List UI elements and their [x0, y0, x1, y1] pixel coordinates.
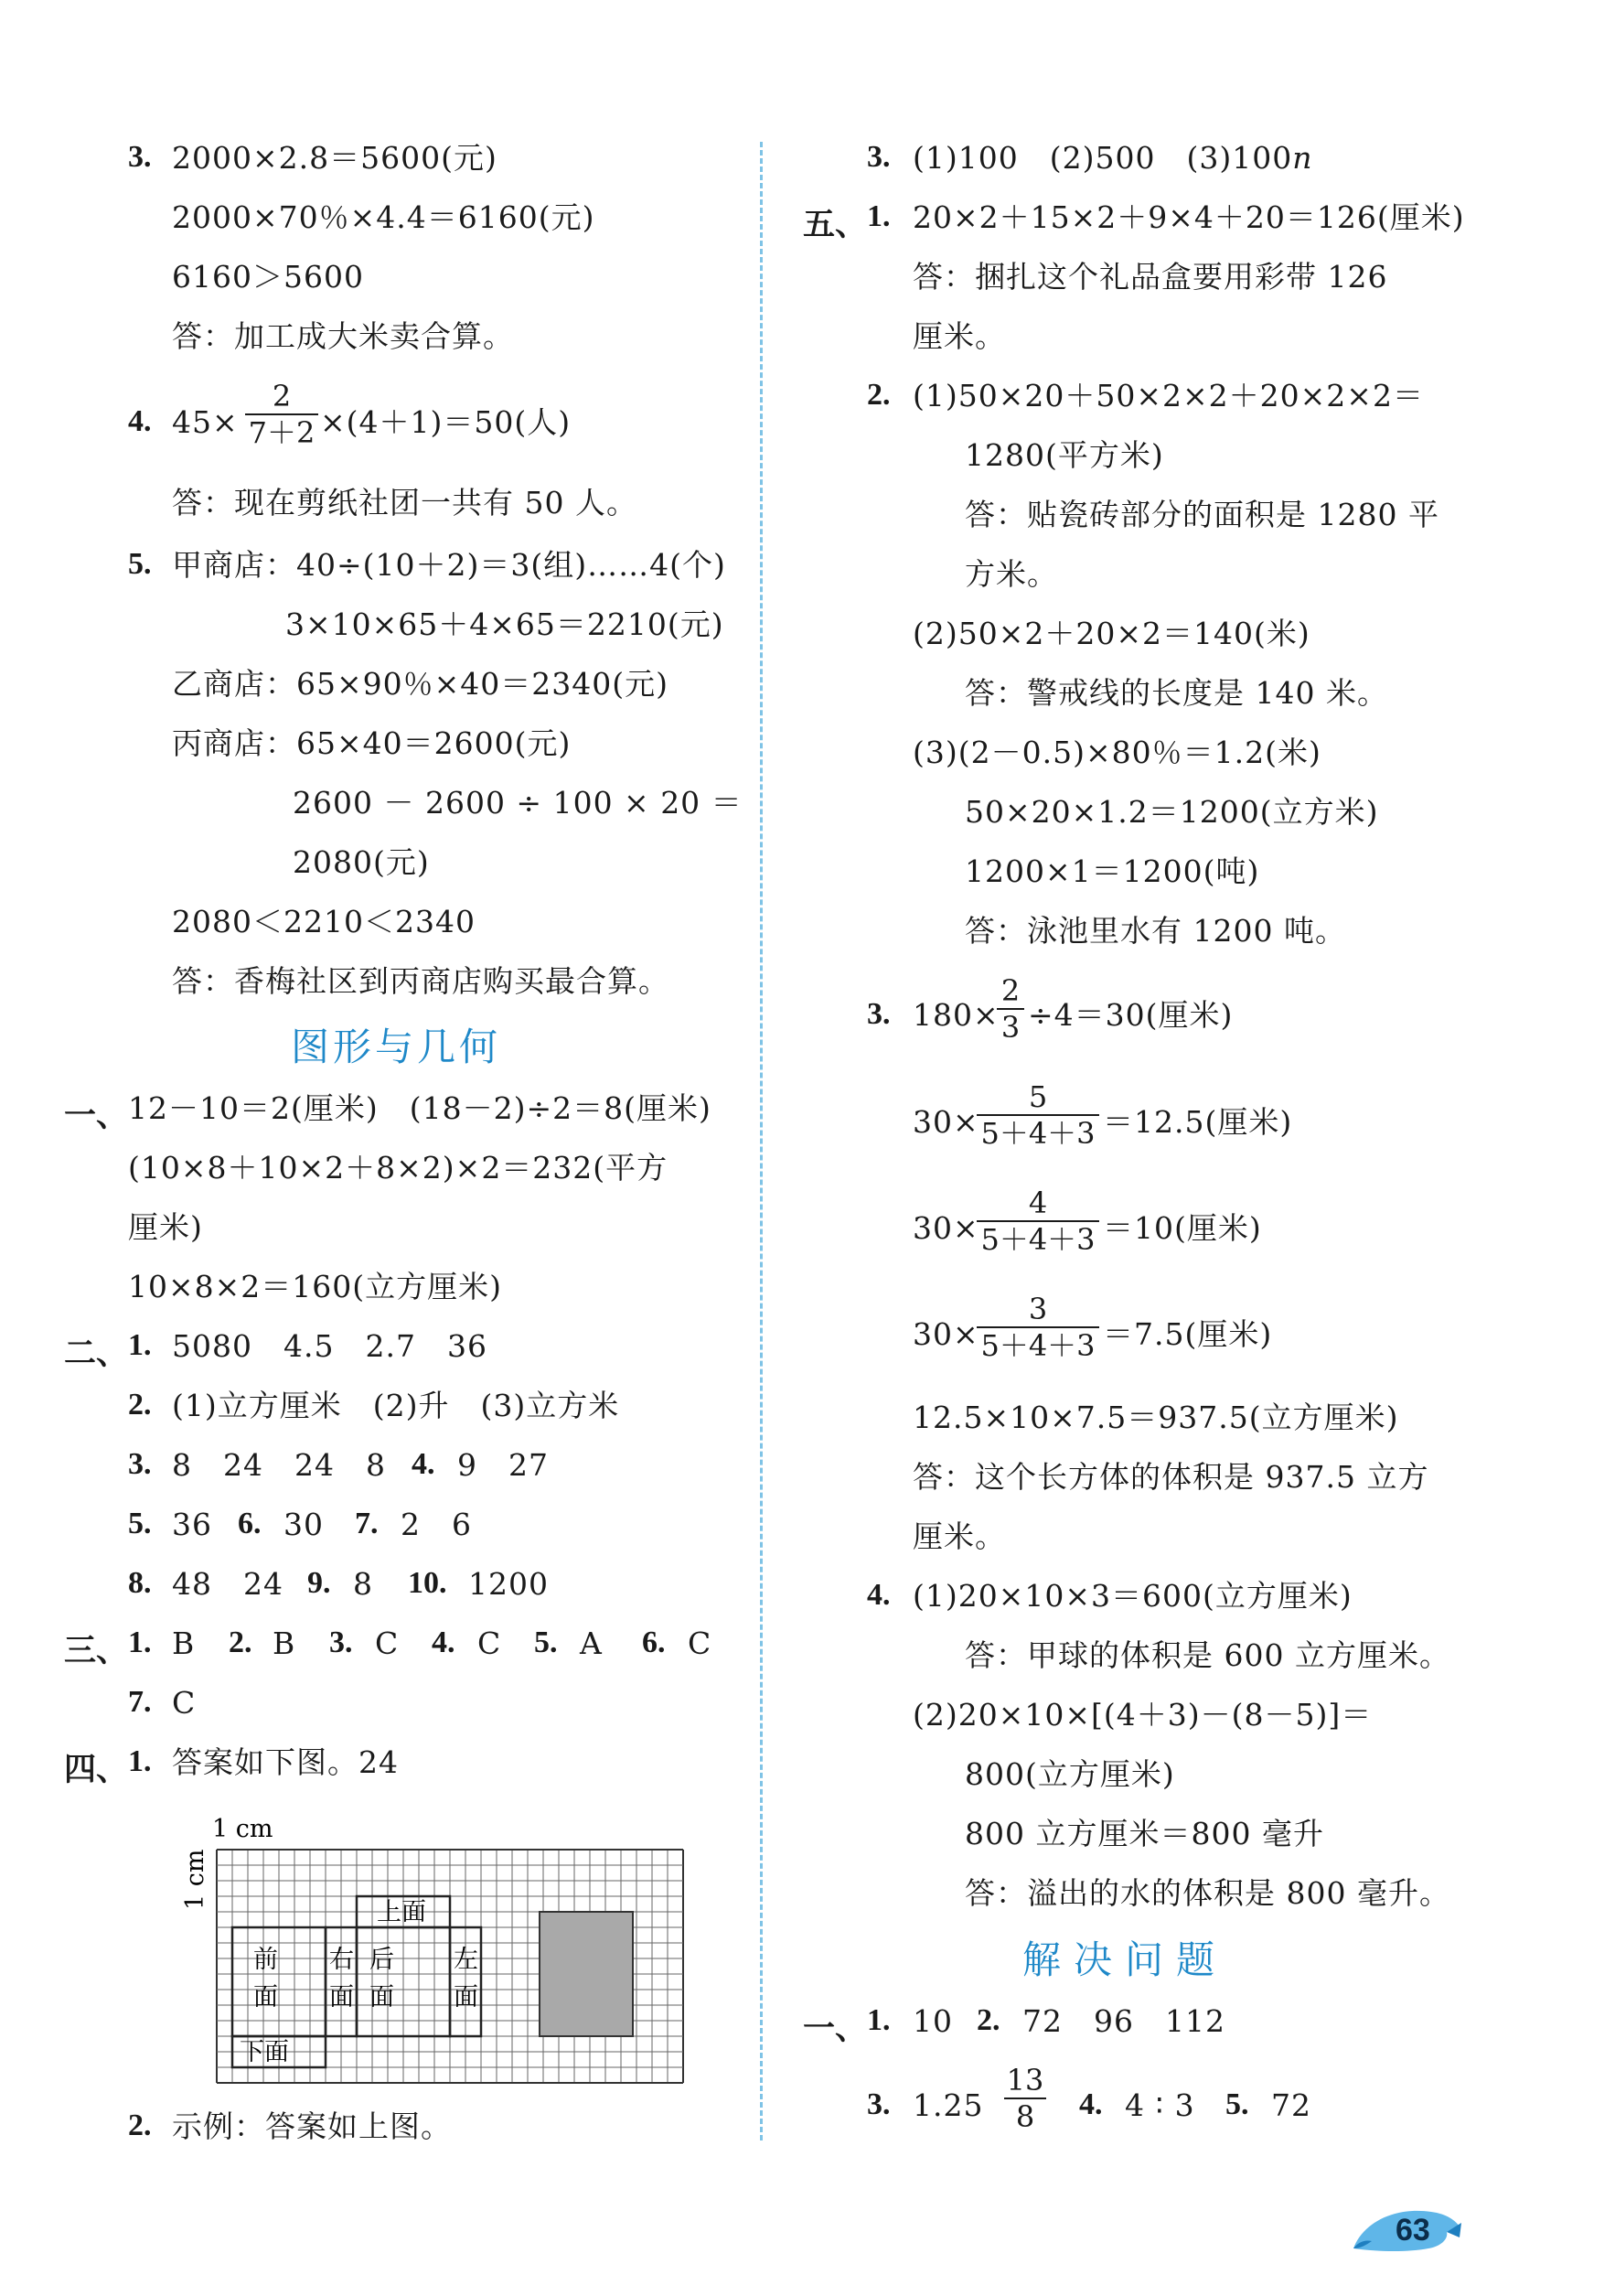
section-title: 图形与几何	[291, 1025, 502, 1069]
variable-n: n	[1292, 140, 1313, 176]
equation-line: 3×10×65＋4×65＝2210(元)	[285, 606, 724, 642]
item-number: 6.	[642, 1625, 666, 1659]
face-label-back-1: 后	[369, 1946, 394, 1974]
face-label-left-2: 面	[454, 1983, 478, 2012]
item-answer: (1)立方厘米 (2)升 (3)立方米	[172, 1388, 620, 1423]
fraction	[977, 1186, 1099, 1257]
item-number: 7.	[355, 1507, 379, 1540]
item-answer: C	[688, 1625, 712, 1661]
equation-line: 800(立方厘米)	[965, 1756, 1175, 1792]
question-number: 4.	[867, 1578, 891, 1612]
equation-pre: 45×	[172, 404, 239, 440]
equation-line: 20×2＋15×2＋9×4＋20＝126(厘米)	[913, 199, 1465, 235]
item-number: 4.	[1079, 2087, 1103, 2121]
page-number-badge	[1344, 2195, 1463, 2259]
fraction-numerator: 2	[1000, 973, 1021, 1008]
cuboid-net-figure	[181, 1815, 688, 2124]
grid-diagram	[181, 1815, 688, 2120]
fraction	[977, 1292, 1099, 1363]
item-number: 3.	[867, 2087, 891, 2121]
equation-line: (2)20×10×[(4＋3)－(8－5)]＝	[913, 1697, 1373, 1733]
item-number: 4.	[432, 1625, 455, 1659]
equation-pre: 30×	[913, 1316, 979, 1352]
equation-line: 甲商店：40÷(10＋2)＝3(组)……4(个)	[172, 547, 726, 583]
item-answer: 36	[172, 1507, 212, 1542]
section-label: 三、	[64, 1632, 129, 1669]
question-number: 5.	[128, 547, 152, 581]
equation-post: ÷4＝30(厘米)	[1028, 997, 1234, 1033]
item-answer: 1.25	[913, 2087, 984, 2123]
item-answer: B	[273, 1625, 296, 1661]
equation-line: (3)(2－0.5)×80％＝1.2(米)	[913, 735, 1321, 770]
fraction-numerator: 13	[1006, 2063, 1044, 2098]
fraction-denominator: 8	[1015, 2099, 1035, 2134]
item-answer: (1)100 (2)500 (3)100n	[913, 140, 1313, 176]
item-answer: 示例：答案如上图。	[172, 2108, 452, 2144]
item-answer: 8 24 24 8	[172, 1447, 386, 1483]
item-number: 6.	[238, 1507, 262, 1540]
equation-line: 50×20×1.2＝1200(立方米)	[965, 794, 1379, 830]
item-number: 2.	[977, 2003, 1000, 2037]
fish-badge-icon	[1344, 2195, 1463, 2259]
answer-line: 答：警戒线的长度是 140 米。	[965, 675, 1388, 711]
answer-line: 答：这个长方体的体积是 937.5 立方	[913, 1459, 1429, 1495]
equation-post: ＝12.5(厘米)	[1103, 1104, 1293, 1140]
item-number: 1.	[128, 1744, 152, 1778]
question-number: 3.	[867, 140, 891, 174]
item-number: 1.	[128, 1328, 152, 1362]
item-answer: A	[580, 1625, 603, 1661]
equation-line: 厘米)	[128, 1209, 203, 1245]
answer-line: 答：捆扎这个礼品盒要用彩带 126	[913, 259, 1388, 295]
question-number: 3.	[128, 140, 152, 174]
section-title: 解决问题	[1022, 1937, 1228, 1982]
item-number: 2.	[128, 1388, 152, 1422]
equation-line: 12－10＝2(厘米) (18－2)÷2＝8(厘米)	[128, 1090, 711, 1126]
question-number: 3.	[867, 997, 891, 1031]
fraction-denominator: 5＋4＋3	[980, 1222, 1096, 1257]
fraction-numerator: 3	[1028, 1292, 1048, 1326]
section-label: 四、	[64, 1751, 129, 1788]
unit-label-side: 1 cm	[181, 1849, 209, 1910]
equation-line: 1280(平方米)	[965, 437, 1164, 473]
answer-line: 方米。	[965, 556, 1058, 592]
question-number: 4.	[128, 404, 152, 438]
item-answer: 72	[1271, 2087, 1311, 2123]
equation-post: ＝10(厘米)	[1103, 1210, 1262, 1246]
item-number: 5.	[534, 1625, 558, 1659]
face-label-right-1: 右	[329, 1946, 354, 1974]
section-label: 五、	[803, 206, 868, 243]
item-number: 1.	[867, 2003, 891, 2037]
face-label-front-1: 前	[253, 1946, 278, 1974]
equation-line: 6160＞5600	[172, 259, 364, 295]
fraction	[997, 973, 1024, 1045]
item-number: 8.	[128, 1566, 152, 1600]
item-number: 3.	[329, 1625, 353, 1659]
item-answer: 答案如下图。24	[172, 1744, 399, 1780]
answer-line: 答：甲球的体积是 600 立方厘米。	[965, 1637, 1450, 1673]
section-label: 二、	[64, 1335, 129, 1372]
item-number: 7.	[128, 1685, 152, 1719]
fraction-denominator: 5＋4＋3	[980, 1116, 1096, 1151]
equation-line: 2000×2.8＝5600(元)	[172, 140, 497, 176]
item-answer: 1200	[468, 1566, 549, 1602]
equation-pre: 30×	[913, 1210, 979, 1246]
shaded-rectangle	[540, 1912, 633, 2036]
equation-post: ×(4＋1)＝50(人)	[320, 404, 572, 440]
fraction	[245, 379, 318, 450]
fraction-numerator: 4	[1028, 1186, 1048, 1220]
item-number: 9.	[307, 1566, 331, 1600]
equation-line: 2000×70％×4.4＝6160(元)	[172, 199, 595, 235]
item-answer: B	[172, 1625, 196, 1661]
page-number: 63	[1396, 2213, 1430, 2248]
equation-pre: 180×	[913, 997, 1000, 1033]
answer-line: 答：贴瓷砖部分的面积是 1280 平	[965, 497, 1439, 532]
face-label-bottom: 下面	[240, 2038, 289, 2066]
item-number: 5.	[128, 1507, 152, 1540]
item-answer: 5080 4.5 2.7 36	[172, 1328, 487, 1364]
answer-line: 答：现在剪纸社团一共有 50 人。	[172, 485, 637, 520]
equation-line: (1)50×20＋50×2×2＋20×2×2＝	[913, 378, 1424, 413]
question-number: 2.	[867, 378, 891, 412]
equation-line: 乙商店：65×90％×40＝2340(元)	[172, 666, 669, 702]
equation-line: (10×8＋10×2＋8×2)×2＝232(平方	[128, 1150, 668, 1186]
item-answer: 2 6	[401, 1507, 472, 1542]
item-answer: 48 24	[172, 1566, 283, 1602]
item-answer: 8	[353, 1566, 373, 1602]
item-number: 10.	[408, 1566, 447, 1600]
answer-line: 答：加工成大米卖合算。	[172, 318, 514, 354]
face-label-left-1: 左	[454, 1946, 478, 1974]
equation-line: 10×8×2＝160(立方厘米)	[128, 1269, 503, 1304]
equation-line: (2)50×2＋20×2＝140(米)	[913, 616, 1310, 651]
item-number: 5.	[1225, 2087, 1249, 2121]
item-answer: 10	[913, 2003, 953, 2039]
item-answer: 72 96 112	[1022, 2003, 1225, 2039]
equation-line: 800 立方厘米＝800 毫升	[965, 1816, 1324, 1851]
fraction	[977, 1079, 1099, 1151]
equation-line: 2080＜2210＜2340	[172, 904, 476, 939]
face-label-top: 上面	[377, 1898, 426, 1926]
item-number: 2.	[229, 1625, 252, 1659]
equation-line: 2080(元)	[293, 844, 430, 880]
item-number: 4.	[412, 1447, 435, 1481]
answer-line: 厘米。	[913, 318, 1006, 354]
answer-line: 答：溢出的水的体积是 800 毫升。	[965, 1875, 1450, 1911]
item-number: 1.	[128, 1625, 152, 1659]
answer-line: 答：香梅社区到丙商店购买最合算。	[172, 963, 669, 999]
item-answer: 9 27	[457, 1447, 549, 1483]
fraction-numerator: 5	[1028, 1079, 1048, 1114]
equation-line: (1)20×10×3＝600(立方厘米)	[913, 1578, 1353, 1614]
face-label-back-2: 面	[369, 1983, 394, 2012]
fraction-numerator: 2	[272, 379, 292, 413]
answer-line: 答：泳池里水有 1200 吨。	[965, 913, 1346, 949]
equation-pre: 30×	[913, 1104, 979, 1140]
equation-line: 丙商店：65×40＝2600(元)	[172, 725, 572, 761]
fraction	[1004, 2063, 1046, 2134]
item-answer: C	[375, 1625, 400, 1661]
unit-label-top: 1 cm	[212, 1815, 273, 1843]
equation-line: 12.5×10×7.5＝937.5(立方厘米)	[913, 1400, 1399, 1435]
item-answer: C	[477, 1625, 502, 1661]
item-answer: 30	[283, 1507, 324, 1542]
face-label-right-2: 面	[329, 1983, 354, 2012]
equation-line: 2600 － 2600 ÷ 100 × 20 ＝	[293, 785, 743, 821]
item-answer: 4 ∶ 3	[1125, 2087, 1195, 2123]
column-divider	[760, 142, 763, 2140]
fraction-denominator: 7＋2	[248, 415, 316, 450]
equation-line: 1200×1＝1200(吨)	[965, 853, 1260, 889]
section-label: 一、	[64, 1097, 129, 1134]
answer-line: 厘米。	[913, 1518, 1006, 1554]
fraction-denominator: 5＋4＋3	[980, 1328, 1096, 1363]
fraction-denominator: 3	[1000, 1010, 1021, 1045]
section-label: 一、	[803, 2010, 868, 2047]
equation-post: ＝7.5(厘米)	[1103, 1316, 1273, 1352]
item-number: 3.	[128, 1447, 152, 1481]
item-number: 2.	[128, 2108, 152, 2142]
item-answer: C	[172, 1685, 197, 1721]
question-number: 1.	[867, 199, 891, 233]
face-label-front-2: 面	[253, 1983, 278, 2012]
